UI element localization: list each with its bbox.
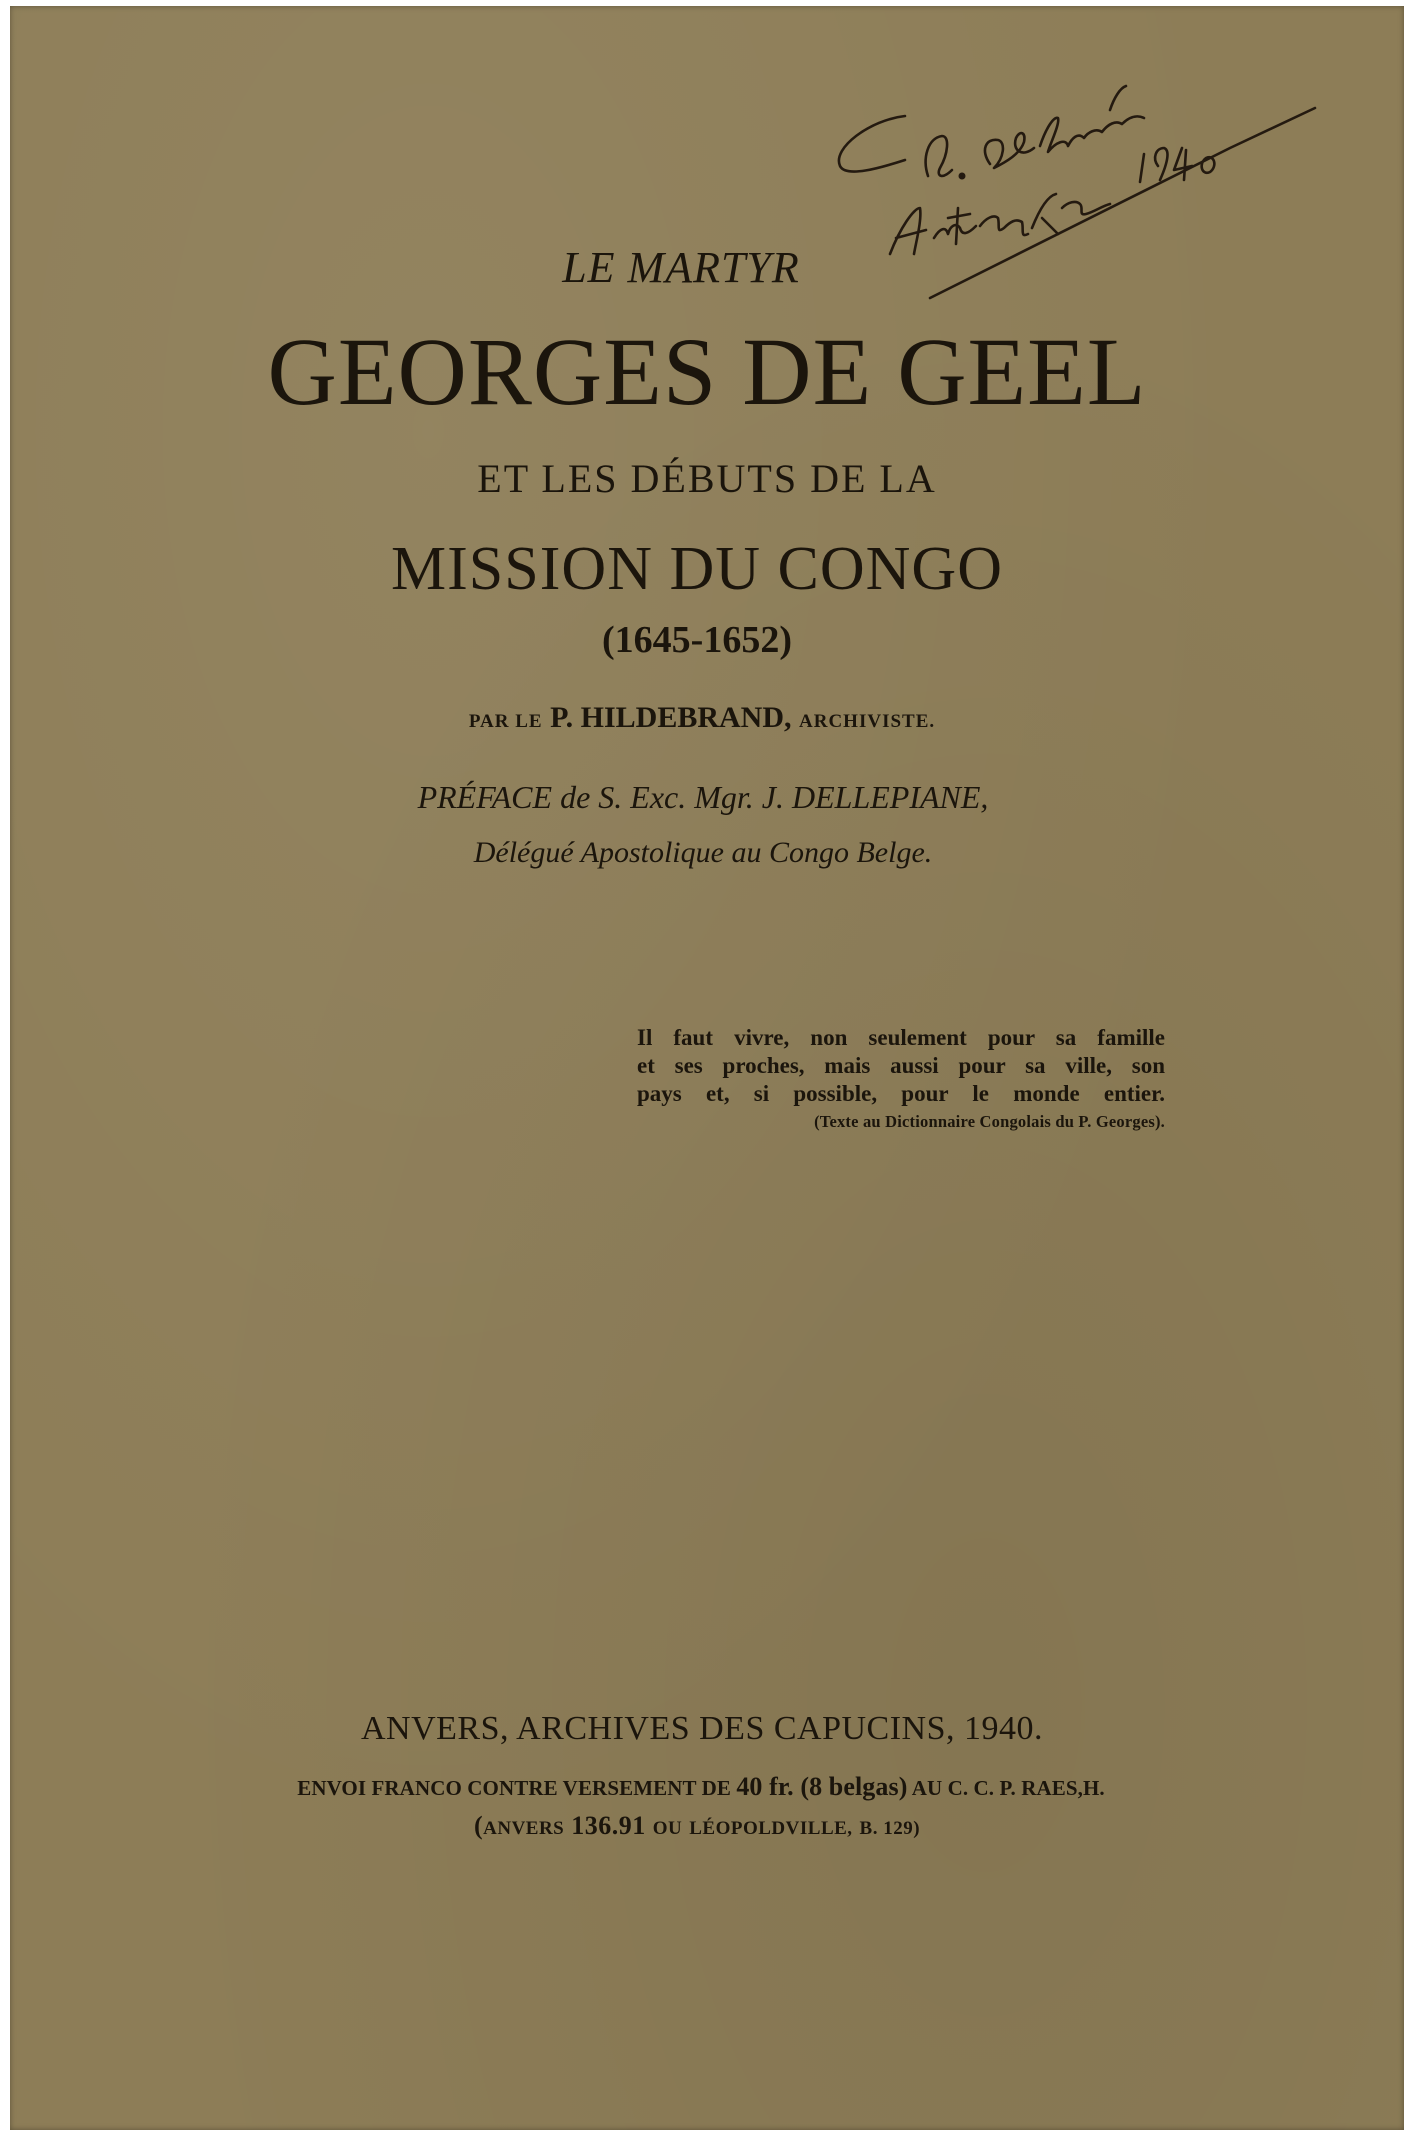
subtitle-line-1: ET LES DÉBUTS DE LA [477, 456, 937, 501]
epigraph-line: et ses proches, mais aussi pour sa ville, son [637, 1053, 1165, 1078]
account-city-2: LÉOPOLDVILLE, [689, 1818, 853, 1839]
account-number-2: B. 129) [859, 1818, 921, 1839]
preface-role: Délégué Apostolique au Congo Belge. [473, 836, 933, 869]
date-range: (1645-1652) [602, 619, 792, 661]
title-prefix: LE MARTYR [562, 243, 800, 292]
shipping-price: 40 fr. (8 belgas) [736, 1772, 908, 1801]
book-cover [10, 6, 1404, 2130]
account-or: OU [652, 1818, 683, 1839]
shipping-text: ENVOI FRANCO CONTRE VERSEMENT DE [297, 1776, 731, 1800]
account-line [0, 1813, 1394, 1839]
shipping-account: AU C. C. P. RAES,H. [911, 1776, 1105, 1800]
handwritten-signature [810, 58, 1350, 348]
epigraph-line: pays et, si possible, pour le monde entier. [637, 1081, 1165, 1106]
author-line [5, 703, 1399, 733]
publisher-line: ANVERS, ARCHIVES DES CAPUCINS, 1940. [360, 1710, 1044, 1747]
author-role: ARCHIVISTE. [799, 711, 936, 732]
preface-line: PRÉFACE de S. Exc. Mgr. J. DELLEPIANE, [417, 779, 989, 815]
shipping-line [4, 1774, 1398, 1800]
account-open-paren: ( [473, 1811, 484, 1840]
account-number-1: 136.91 [571, 1811, 646, 1840]
epigraph-source: (Texte au Dictionnaire Congolais du P. Georges). [814, 1112, 1165, 1131]
author-name: P. HILDEBRAND, [550, 701, 792, 734]
account-city-1: ANVERS [483, 1818, 565, 1839]
main-title: GEORGES DE GEEL [267, 318, 1147, 425]
epigraph-line: Il faut vivre, non seulement pour sa famille [637, 1025, 1165, 1050]
epigraph [637, 1024, 1165, 1136]
subtitle-line-2: MISSION DU CONGO [391, 535, 1003, 603]
author-par: PAR LE [468, 711, 543, 732]
